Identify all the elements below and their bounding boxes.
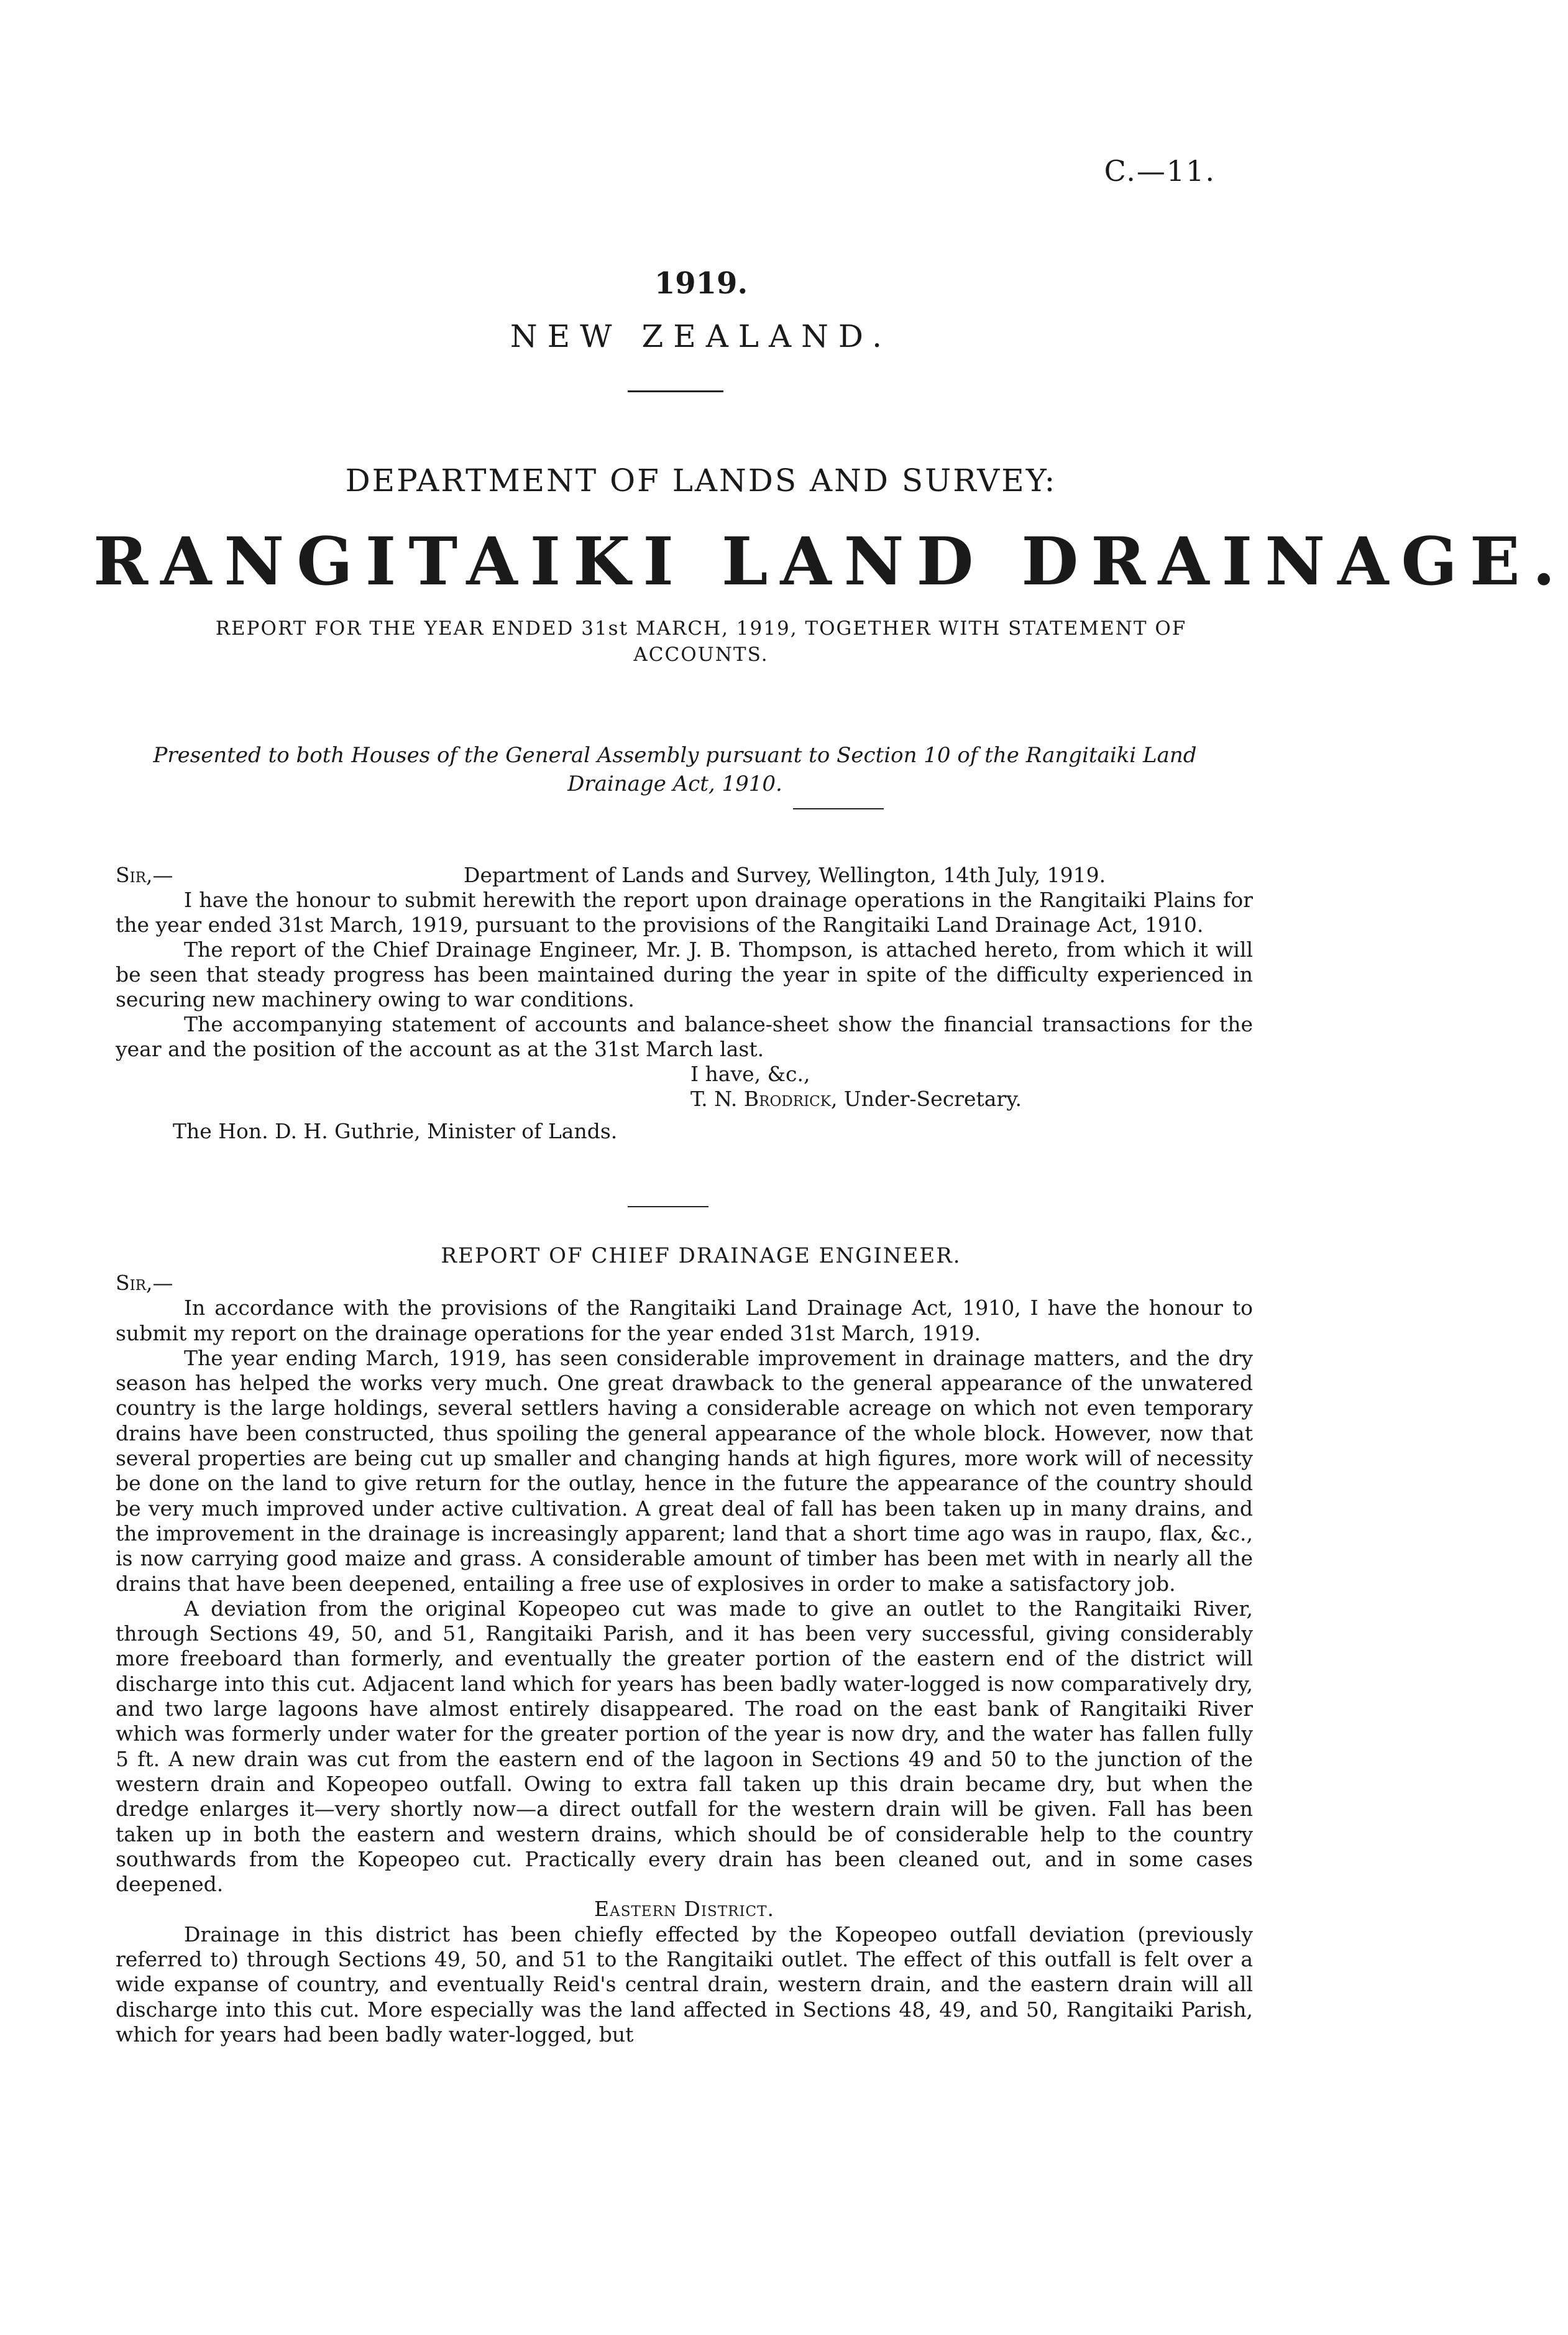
letter-signature	[690, 1087, 1253, 1112]
document-subtitle: REPORT FOR THE YEAR ENDED 31st MARCH, 1919, TOGETHER WITH STATEMENT OF ACCOUNTS.	[215, 617, 1187, 666]
report-paragraph: A deviation from the original Kopeopeo cut was made to give an outlet to the Rangitaiki River, through Sections 49, 50, and 51, Rangitaiki Parish, and it has been very successful, giving considerably more freeboard than formerly, and eventually the greater portion of the eastern end of the district will discharge into this cut. Adjacent land which for years has been badly water-logged is now comparatively dry, and two large lagoons have almost entirely disappeared. The road on the east bank of Rangitaiki River which was formerly under water for the greater portion of the year is now dry, and the water has fallen fully 5 ft. A new drain was cut from the eastern end of the lagoon in Sections 49 and 50 to the junction of the western drain and Kopeopeo outfall. Owing to extra fall taken up this drain became dry, but when the dredge enlarges it—very shortly now—a direct outfall for the western drain will be given. Fall has been taken up in both the eastern and western drains, which should be of considerable help to the country southwards from the Kopeopeo cut. Practically every drain has been cleaned out, and in some cases deepened.	[116, 1596, 1253, 1897]
letter-paragraph: The report of the Chief Drainage Engineer, Mr. J. B. Thompson, is attached hereto, from which it will be seen that steady progress has been maintained during the year in spite of the difficulty experienced in securing new machinery owing to war conditions.	[116, 937, 1253, 1011]
document-title: RANGITAIKI LAND DRAINAGE.	[93, 522, 1568, 600]
letter-salutation: Sir,—	[116, 863, 173, 887]
letter-closing: I have, &c.,	[690, 1062, 810, 1086]
engineer-report	[116, 1271, 1253, 2047]
signature-name: T. N. Brodrick	[690, 1087, 831, 1111]
section-heading-eastern-district: Eastern District.	[594, 1897, 774, 1922]
signature-title: , Under-Secretary.	[830, 1087, 1022, 1111]
header-rule	[628, 390, 723, 392]
report-paragraph: Drainage in this district has been chiefly effected by the Kopeopeo outfall deviation (previously referred to) through Sections 49, 50, and 51 to the Rangitaiki outlet. The effect of this outfall is felt over a wide expanse of country, and eventually Reid's central drain, western drain, and the eastern drain will all discharge into this cut. More especially was the land affected in Sections 48, 49, and 50, Rangitaiki Parish, which for years had been badly water-logged, but	[116, 1922, 1253, 2047]
report-paragraph: The year ending March, 1919, has seen considerable improvement in drainage matters, and the dry season has helped the works very much. One great drawback to the general appearance of the unwatered country is the large holdings, several settlers having a considerable acreage on which not even temporary drains have been constructed, thus spoiling the general appearance of the whole block. However, now that several properties are being cut up smaller and changing hands at high figures, more work will of necessity be done on the land to give return for the outlay, hence in the future the appearance of the country should be very much improved under active cultivation. A great deal of fall has been taken up in many drains, and the improvement in the drainage is increasingly apparent; land that a short time ago was in raupo, flax, &c., is now carrying good maize and grass. A considerable amount of timber has been met with in nearly all the drains that have been deepened, entailing a free use of explosives in order to make a satisfactory job.	[116, 1345, 1253, 1596]
letter-dateline: Department of Lands and Survey, Wellington, 14th July, 1919.	[464, 863, 1106, 887]
section-rule	[628, 1206, 708, 1207]
presentation-rule	[793, 808, 884, 809]
report-salutation: Sir,—	[116, 1271, 173, 1295]
covering-letter	[116, 863, 1253, 1144]
letter-paragraph: The accompanying statement of accounts and balance-sheet show the financial transactions for the year and the position of the account as at the 31st March last.	[116, 1012, 1253, 1061]
letter-addressee: The Hon. D. H. Guthrie, Minister of Lands.	[173, 1119, 618, 1143]
publication-year: 1919.	[654, 266, 748, 301]
report-paragraph: In accordance with the provisions of the Rangitaiki Land Drainage Act, 1910, I have the honour to submit my report on the drainage operations for the year ended 31st March, 1919.	[116, 1296, 1253, 1345]
sheet-reference: C.—11.	[1104, 154, 1216, 188]
department-heading: DEPARTMENT OF LANDS AND SURVEY:	[345, 463, 1057, 499]
country-heading: NEW ZEALAND.	[510, 318, 892, 354]
report-title: REPORT OF CHIEF DRAINAGE ENGINEER.	[441, 1243, 961, 1268]
presentation-note: Presented to both Houses of the General Assembly pursuant to Section 10 of the Rangitaiki Land Drainage Act, 1910.	[153, 743, 1197, 796]
letter-paragraph: I have the honour to submit herewith the report upon drainage operations in the Rangitaiki Plains for the year ended 31st March, 1919, pursuant to the provisions of the Rangitaiki Land Drainage Act, 1910.	[116, 888, 1253, 937]
